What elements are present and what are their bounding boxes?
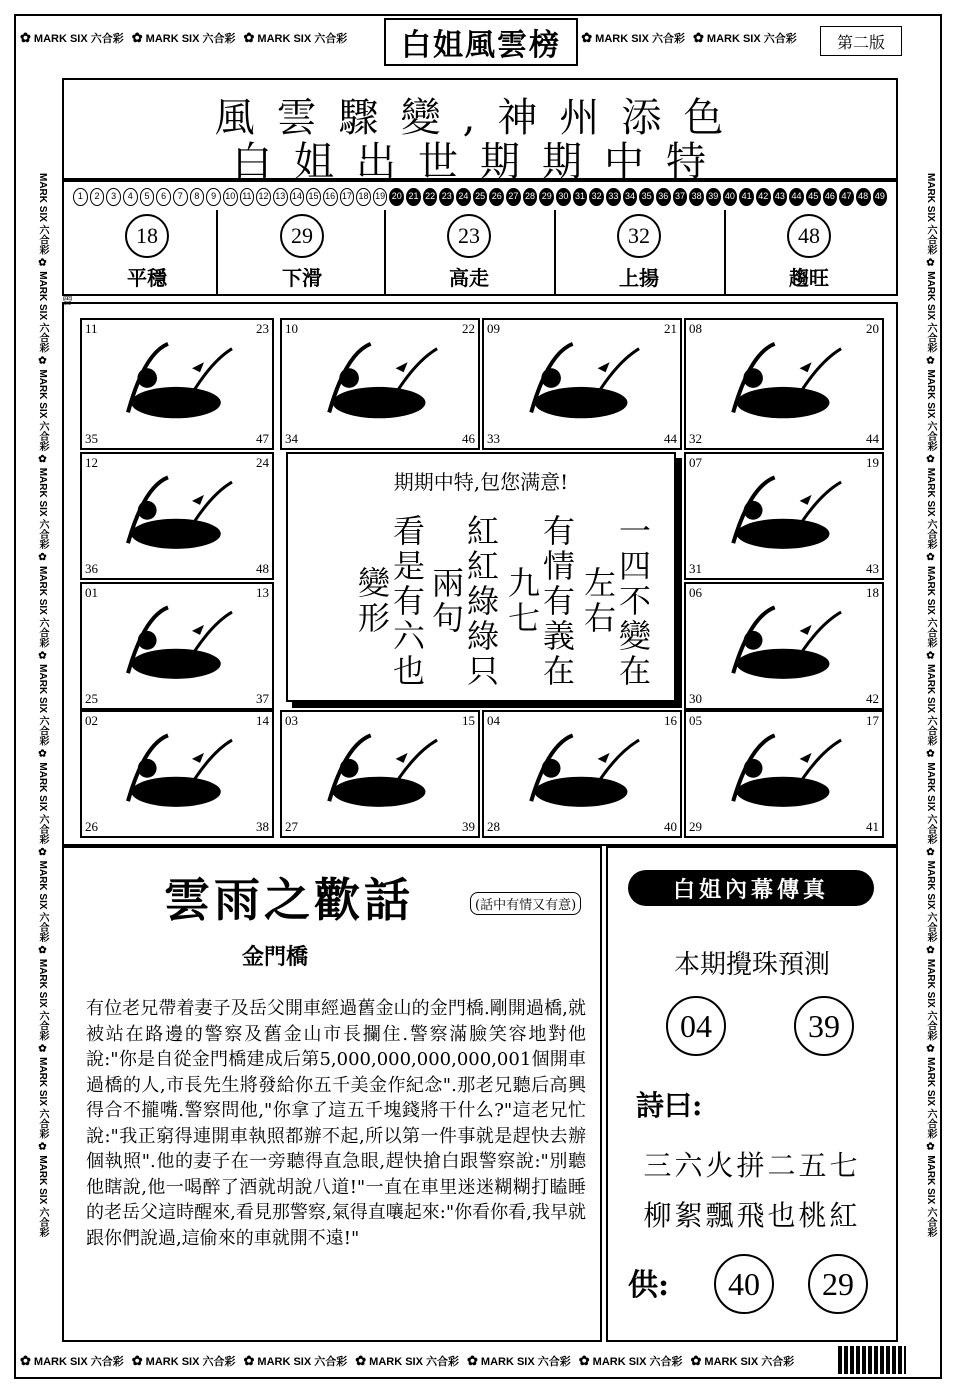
tile-number: 47: [256, 431, 269, 446]
flower-icon: ✿: [690, 1353, 702, 1368]
pick-number: 48: [787, 214, 831, 258]
tips-label: 本期攪珠預測: [673, 950, 830, 980]
tile-number: 02: [85, 713, 98, 728]
strip-number: 45: [806, 188, 821, 206]
tile-number: 36: [85, 561, 98, 576]
story-subtitle: (話中有情又有意): [470, 892, 581, 915]
strip-number: 25: [473, 188, 488, 206]
zeng-mark: 曾: [62, 294, 73, 307]
strip-number: 9: [206, 188, 221, 206]
strip-number: 49: [873, 188, 888, 206]
ink-painting-icon: [96, 468, 256, 562]
tile-number: 06: [689, 585, 702, 600]
tile-number: 01: [85, 585, 98, 600]
tile-number: 32: [689, 431, 702, 446]
brand-chip: ✿ MARK SIX 六合彩: [131, 30, 236, 45]
zodiac-tile: [684, 582, 884, 710]
tips-panel: [606, 846, 898, 1342]
zodiac-tile: [684, 318, 884, 450]
brand-chip: ✿ MARK SIX 六合彩: [581, 30, 685, 45]
tile-number: 12: [85, 455, 98, 470]
poem-column: 有情有義在九七: [503, 513, 576, 689]
bottom-brand-band: [20, 1348, 835, 1374]
strip-number: 2: [90, 188, 105, 206]
zodiac-tile: [80, 710, 274, 838]
gong-label: 供:: [628, 1268, 670, 1303]
gong-number: 29: [808, 1254, 868, 1314]
tile-number: 38: [256, 819, 269, 834]
tile-number: 41: [866, 819, 879, 834]
zodiac-tile: [482, 318, 682, 450]
zodiac-tile: [482, 710, 682, 838]
zodiac-tile: [684, 710, 884, 838]
brand-chip: ✿ MARK SIX 六合彩: [20, 30, 124, 45]
strip-number: 13: [273, 188, 288, 206]
pick-word: 下滑: [282, 266, 322, 290]
tile-number: 10: [285, 321, 298, 336]
pick-number: 29: [280, 214, 324, 258]
poem-column: 一四不變在左右: [579, 513, 652, 689]
flower-icon: ✿: [20, 30, 31, 45]
tile-number: 11: [85, 321, 98, 336]
slogan-line-2: 白姐出世期期中特: [232, 139, 728, 185]
numbers-panel: [62, 180, 898, 296]
tile-number: 21: [664, 321, 677, 336]
pick-item: [219, 214, 385, 291]
brand-chip: ✿ MARK SIX 六合彩: [467, 1353, 571, 1368]
tile-number: 22: [462, 321, 475, 336]
brand-chip: ✿ MARK SIX 六合彩: [20, 1353, 124, 1368]
strip-number: 24: [456, 188, 471, 206]
story-panel: [62, 846, 602, 1342]
poem-box: [286, 452, 676, 702]
strip-number: 26: [489, 188, 504, 206]
pick-item: [64, 214, 230, 291]
pick-word: 平穩: [127, 266, 167, 290]
strip-number: 8: [190, 188, 205, 206]
strip-number: 1: [73, 188, 88, 206]
tile-number: 28: [487, 819, 500, 834]
right-brand-band: MARK SIX 六合彩 ✿ MARK SIX 六合彩 ✿ MARK SIX 六合彩 ✿ MARK SIX 六合彩 ✿ MARK SIX 六合彩 ✿ MARK SIX 六合彩 ✿ MARK SIX 六合彩 ✿ MARK SIX 六合彩 ✿ MARK SIX 六合彩 ✿ MARK SIX 六合彩 ✿ MARK SIX 六合彩: [925, 172, 936, 1237]
pick-item: [386, 214, 552, 291]
strip-number: 23: [439, 188, 454, 206]
tile-number: 44: [866, 431, 879, 446]
strip-number: 46: [823, 188, 838, 206]
tile-number: 37: [256, 691, 269, 706]
strip-number: 36: [656, 188, 671, 206]
strip-number: 29: [539, 188, 554, 206]
strip-number: 47: [839, 188, 854, 206]
strip-number: 48: [856, 188, 871, 206]
strip-number: 43: [773, 188, 788, 206]
strip-number: 5: [140, 188, 155, 206]
ink-painting-icon: [700, 468, 866, 562]
ink-painting-icon: [700, 726, 866, 820]
brand-chip: ✿ MARK SIX 六合彩: [693, 30, 797, 45]
zodiac-gallery: [62, 302, 898, 846]
strip-number: 12: [256, 188, 271, 206]
tile-number: 20: [866, 321, 879, 336]
strip-number: 34: [623, 188, 638, 206]
strip-number: 11: [240, 188, 255, 206]
strip-number: 42: [756, 188, 771, 206]
strip-number: 37: [673, 188, 688, 206]
poem-heading: 期期中特,包您满意!: [393, 470, 569, 494]
tile-number: 18: [866, 585, 879, 600]
tile-number: 16: [664, 713, 677, 728]
strip-number: 14: [290, 188, 305, 206]
pick-number: 18: [125, 214, 169, 258]
tile-number: 13: [256, 585, 269, 600]
tile-number: 39: [462, 819, 475, 834]
prediction-number: 04: [666, 996, 726, 1056]
flower-icon: ✿: [131, 30, 143, 45]
flower-icon: ✿: [20, 1353, 31, 1368]
strip-number: 41: [739, 188, 754, 206]
strip-number: 4: [123, 188, 138, 206]
strip-number: 44: [789, 188, 804, 206]
ink-painting-icon: [96, 598, 256, 692]
tile-number: 19: [866, 455, 879, 470]
tile-number: 26: [85, 819, 98, 834]
tips-banner: 白姐內幕傳真: [628, 870, 874, 906]
tile-number: 46: [462, 431, 475, 446]
strip-number: 15: [306, 188, 321, 206]
ink-painting-icon: [296, 726, 462, 820]
page-title: 白姐風雲榜: [384, 18, 578, 66]
strip-number: 20: [389, 188, 404, 206]
slogan-box: [62, 78, 898, 185]
left-brand-band: MARK SIX 六合彩 ✿ MARK SIX 六合彩 ✿ MARK SIX 六合彩 ✿ MARK SIX 六合彩 ✿ MARK SIX 六合彩 ✿ MARK SIX 六合彩 ✿ MARK SIX 六合彩 ✿ MARK SIX 六合彩 ✿ MARK SIX 六合彩 ✿ MARK SIX 六合彩 ✿ MARK SIX 六合彩: [37, 172, 48, 1237]
prediction-number: 39: [794, 996, 854, 1056]
strip-number: 19: [373, 188, 388, 206]
tile-number: 40: [664, 819, 677, 834]
strip-number: 30: [556, 188, 571, 206]
flower-icon: ✿: [243, 1353, 255, 1368]
tile-number: 17: [866, 713, 879, 728]
zodiac-tile: [80, 318, 274, 450]
brand-chip: ✿ MARK SIX 六合彩: [578, 1353, 683, 1368]
tile-number: 25: [85, 691, 98, 706]
brand-chip: ✿ MARK SIX 六合彩: [690, 1353, 795, 1368]
flower-icon: ✿: [467, 1353, 478, 1368]
strip-number: 17: [340, 188, 355, 206]
strip-number: 32: [589, 188, 604, 206]
gong-number: 40: [714, 1254, 774, 1314]
zodiac-tile: [80, 452, 274, 580]
tile-number: 05: [689, 713, 702, 728]
tile-number: 48: [256, 561, 269, 576]
strip-number: 18: [356, 188, 371, 206]
tile-number: 03: [285, 713, 298, 728]
tile-number: 14: [256, 713, 269, 728]
tile-number: 42: [866, 691, 879, 706]
barcode-mark: [838, 1346, 906, 1374]
poem-column: 看是有六也變形: [353, 513, 426, 689]
ink-painting-icon: [700, 598, 866, 692]
strip-number: 33: [606, 188, 621, 206]
verse-line: 柳絮飄飛也桃紅: [643, 1199, 861, 1232]
flower-icon: ✿: [131, 1353, 143, 1368]
strip-number: 39: [706, 188, 721, 206]
ink-painting-icon: [700, 334, 866, 432]
brand-chip: ✿ MARK SIX 六合彩: [243, 30, 348, 45]
tile-number: 29: [689, 819, 702, 834]
tile-number: 35: [85, 431, 98, 446]
pick-word: 上揚: [619, 266, 659, 290]
strip-number: 6: [156, 188, 171, 206]
zodiac-tile: [80, 582, 274, 710]
poem-column: 紅紅綠綠只兩句: [427, 513, 500, 689]
poem-label: 詩曰:: [636, 1089, 703, 1122]
tile-number: 08: [689, 321, 702, 336]
brand-chip: ✿ MARK SIX 六合彩: [131, 1353, 236, 1368]
zodiac-tile: [280, 318, 480, 450]
strip-number: 22: [423, 188, 438, 206]
tile-number: 07: [689, 455, 702, 470]
tile-number: 24: [256, 455, 269, 470]
tile-number: 09: [487, 321, 500, 336]
ink-painting-icon: [96, 726, 256, 820]
slogan-line-1: 風雲驟變,神州添色: [214, 95, 746, 141]
tile-number: 27: [285, 819, 298, 834]
zodiac-tile: [684, 452, 884, 580]
flower-icon: ✿: [355, 1353, 367, 1368]
tile-number: 43: [866, 561, 879, 576]
strip-number: 40: [723, 188, 738, 206]
pick-word: 趨旺: [789, 266, 829, 290]
ink-painting-icon: [296, 334, 462, 432]
ink-painting-icon: [498, 726, 664, 820]
pick-number: 23: [447, 214, 491, 258]
strip-number: 3: [106, 188, 121, 206]
tile-number: 04: [487, 713, 500, 728]
ink-painting-icon: [96, 334, 256, 432]
flower-icon: ✿: [243, 30, 255, 45]
pick-item: [556, 214, 722, 291]
strip-number: 27: [506, 188, 521, 206]
brand-chip: ✿ MARK SIX 六合彩: [355, 1353, 459, 1368]
number-strip: [72, 188, 888, 206]
story-author: 金門橋: [242, 944, 309, 970]
ink-painting-icon: [498, 334, 664, 432]
flower-icon: ✿: [581, 30, 593, 45]
verse-line: 三六火拼二五七: [643, 1149, 861, 1182]
edition-label: 第二版: [820, 26, 902, 56]
flower-icon: ✿: [578, 1353, 590, 1368]
story-body: 有位老兄帶着妻子及岳父開車經過舊金山的金門橋.剛開過橋,就被站在路邊的警察及舊金山市長攔住.警察滿臉笑容地對他說:"你是自從金門橋建成后第5,000,000,000,000,001個開車過橋的人,市長先生將發給你五千美金作紀念".那老兄聽后高興得合不攏嘴.警察問他,"你拿了這五千塊錢將干什么?"這老兄忙說:"我正窮得連開車執照都辦不起,所以第一件事就是趕快去辦個執照".他的妻子在一旁聽得直急眼,趕快搶白跟警察說:"別聽他瞎說,他一喝醉了酒就胡說八道!"一直在車里迷迷糊糊打瞌睡的老岳父這時醒來,看見那警察,氣得直嚷起來:"你看你看,我早就跟你們說過,這偷來的車就開不遠!": [86, 998, 586, 1249]
tile-number: 44: [664, 431, 677, 446]
strip-number: 7: [173, 188, 188, 206]
tile-number: 30: [689, 691, 702, 706]
pick-word: 高走: [449, 266, 489, 290]
strip-number: 10: [223, 188, 238, 206]
strip-number: 31: [573, 188, 588, 206]
strip-number: 16: [323, 188, 338, 206]
zodiac-tile: [280, 710, 480, 838]
story-title: 雲雨之歡話: [164, 873, 414, 927]
tile-number: 15: [462, 713, 475, 728]
brand-chip: ✿ MARK SIX 六合彩: [243, 1353, 348, 1368]
tile-number: 34: [285, 431, 298, 446]
pick-number: 32: [617, 214, 661, 258]
tile-number: 31: [689, 561, 702, 576]
tile-number: 23: [256, 321, 269, 336]
strip-number: 28: [523, 188, 538, 206]
pick-item: [726, 214, 892, 291]
flower-icon: ✿: [693, 30, 704, 45]
strip-number: 35: [639, 188, 654, 206]
strip-number: 38: [689, 188, 704, 206]
strip-number: 21: [406, 188, 421, 206]
tile-number: 33: [487, 431, 500, 446]
